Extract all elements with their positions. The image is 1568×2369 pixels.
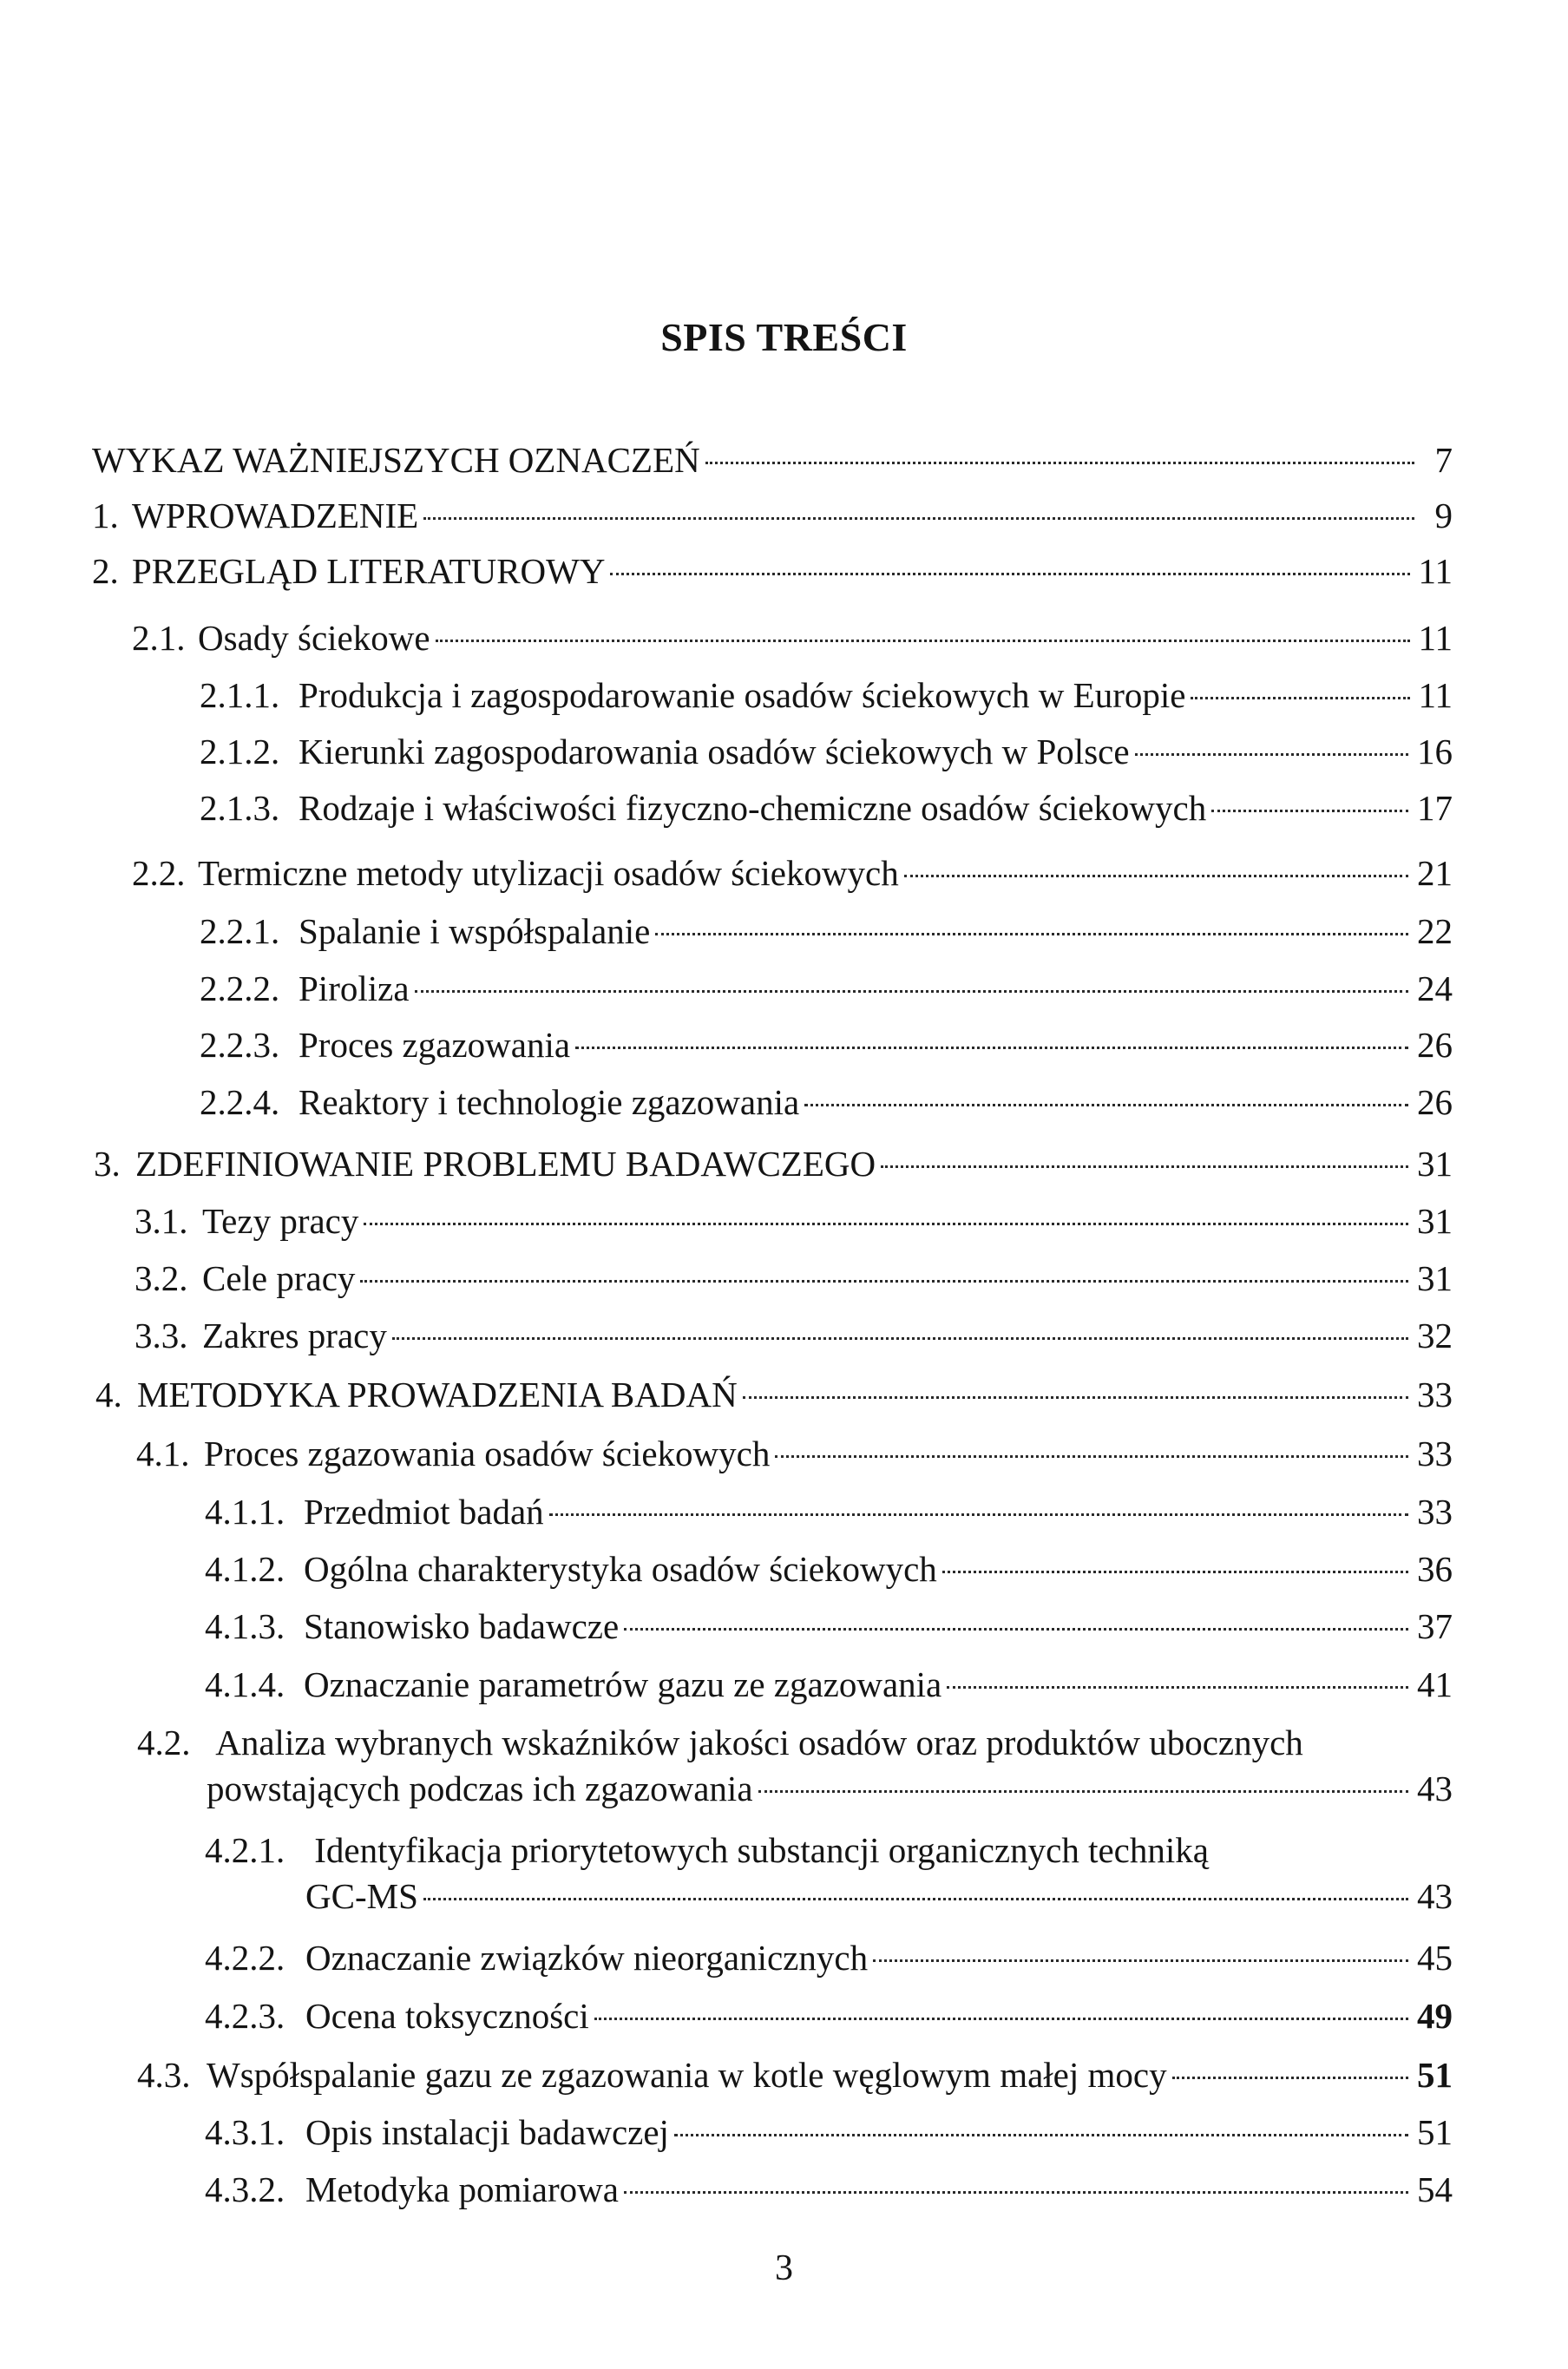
toc-entry	[200, 1023, 1453, 1066]
dot-leader	[947, 1686, 1408, 1689]
toc-entry-page: 31	[1417, 1258, 1453, 1298]
toc-entry-first-line	[205, 1826, 1453, 1874]
dot-leader	[360, 1280, 1408, 1283]
toc-entry	[132, 851, 1453, 895]
toc-entry-number: 4.1.4.	[205, 1664, 285, 1704]
toc-entry	[205, 2168, 1453, 2211]
toc-entry-number: 2.2.	[132, 853, 186, 893]
toc-entry-text: Oznaczanie parametrów gazu ze zgazowania	[304, 1664, 942, 1704]
toc-entry	[205, 1604, 1453, 1648]
toc-entry-number: 4.2.2.	[205, 1938, 285, 1978]
toc-entry	[200, 730, 1453, 773]
toc-entry-page: 51	[1417, 2055, 1453, 2095]
toc-entry-text: Metodyka pomiarowa	[305, 2169, 619, 2209]
toc-entry-number: 2.1.3.	[200, 788, 280, 828]
dot-leader	[1172, 2077, 1408, 2079]
toc-entry-page: 37	[1417, 1606, 1453, 1646]
toc-entry	[205, 1547, 1453, 1591]
dot-leader	[655, 933, 1408, 935]
toc-entry-text-continued: powstających podczas ich zgazowania	[207, 1769, 753, 1808]
toc-entry-number: 4.3.	[137, 2055, 191, 2095]
toc-entry-number: 4.1.2.	[205, 1549, 285, 1589]
toc-entry-number: 4.1.	[136, 1434, 190, 1473]
toc-entry-number: 4.2.3.	[205, 1996, 285, 2036]
dot-leader	[436, 640, 1410, 642]
toc-entry-number: 2.2.4.	[200, 1082, 280, 1122]
toc-entry	[132, 616, 1453, 660]
toc-entry-number: 2.2.2.	[200, 968, 280, 1008]
toc-entry-page: 43	[1417, 1876, 1453, 1916]
toc-entry-number: 4.2.1.	[205, 1830, 285, 1870]
toc-entry-page: 24	[1417, 968, 1453, 1008]
dot-leader	[743, 1396, 1408, 1399]
dot-leader	[624, 2191, 1408, 2194]
toc-entry	[205, 1936, 1453, 1979]
toc-entry	[205, 1490, 1453, 1533]
toc-entry-text: Przedmiot badań	[304, 1492, 544, 1532]
toc-entry-page: 49	[1417, 1996, 1453, 2036]
dot-leader	[881, 1165, 1408, 1168]
toc-entry-text: Ocena toksyczności	[305, 1996, 589, 2036]
dot-leader	[575, 1047, 1408, 1049]
toc-entry	[134, 1314, 1453, 1357]
toc-entry-page: 51	[1417, 2112, 1453, 2152]
toc-entry-text: Oznaczanie związków nieorganicznych	[305, 1938, 869, 1978]
toc-entry-text: Tezy pracy	[202, 1201, 359, 1241]
dot-leader	[1211, 810, 1408, 812]
dot-leader	[705, 462, 1414, 464]
toc-entry-text: Zakres pracy	[202, 1316, 387, 1355]
toc-entry-text: Osady ściekowe	[198, 618, 430, 658]
toc-entry-first-line	[137, 1718, 1453, 1767]
toc-entry	[200, 967, 1453, 1010]
toc-entry-number: 3.3.	[134, 1316, 188, 1355]
toc-entry-text: Kierunki zagospodarowania osadów ściekowych w Polsce	[299, 732, 1130, 771]
toc-entry-text: Cele pracy	[202, 1258, 356, 1298]
toc-entry-page: 9	[1434, 495, 1453, 535]
toc-entry-page: 11	[1418, 551, 1453, 591]
dot-leader	[392, 1337, 1408, 1340]
dot-leader	[1135, 753, 1408, 756]
dot-leader	[423, 517, 1414, 520]
toc-entry	[200, 673, 1453, 717]
toc-entry-text: Identyfikacja priorytetowych substancji organicznych techniką	[314, 1830, 1209, 1870]
toc-entry-text: METODYKA PROWADZENIA BADAŃ	[137, 1375, 738, 1414]
toc-entry-page: 54	[1417, 2169, 1453, 2209]
dot-leader	[423, 1898, 1408, 1900]
dot-leader	[624, 1628, 1408, 1631]
toc-entry-text: Ogólna charakterystyka osadów ściekowych	[304, 1549, 937, 1589]
dot-leader	[758, 1790, 1408, 1793]
toc-entry	[205, 2110, 1453, 2154]
toc-entry-number: 2.	[92, 551, 119, 591]
toc-entry	[92, 494, 1453, 537]
toc-entry-number: 2.1.	[132, 618, 186, 658]
toc-entry-page: 33	[1417, 1375, 1453, 1414]
toc-entry-page: 7	[1434, 440, 1453, 480]
toc-entry-number: 2.1.2.	[200, 732, 280, 771]
dot-leader	[674, 2134, 1408, 2136]
toc-entry-text: Spalanie i współspalanie	[299, 911, 651, 951]
toc-entry	[200, 786, 1453, 830]
dot-leader	[594, 2018, 1408, 2020]
toc-entry-page: 17	[1417, 788, 1453, 828]
toc-entry-page: 32	[1417, 1316, 1453, 1355]
toc-entry	[200, 1080, 1453, 1124]
toc-entry-page: 31	[1417, 1144, 1453, 1184]
toc-entry-number: 4.2.	[137, 1723, 191, 1762]
toc-entry-text: Współspalanie gazu ze zgazowania w kotle węglowym małej mocy	[207, 2055, 1167, 2095]
toc-entry	[137, 2053, 1453, 2097]
toc-entry-page: 36	[1417, 1549, 1453, 1589]
toc-entry	[205, 1994, 1453, 2038]
toc-entry-number: 3.2.	[134, 1258, 188, 1298]
toc-entry	[200, 909, 1453, 953]
toc-entry-number: 4.1.1.	[205, 1492, 285, 1532]
toc-entry-page: 26	[1417, 1082, 1453, 1122]
toc-entry-number: 3.1.	[134, 1201, 188, 1241]
toc-entry-text: Proces zgazowania	[299, 1025, 571, 1065]
dot-leader	[610, 573, 1409, 575]
toc-entry-number: 3.	[94, 1144, 121, 1184]
toc-entry-text: Piroliza	[299, 968, 410, 1008]
toc-entry-text: PRZEGLĄD LITERATUROWY	[132, 551, 606, 591]
toc-entry-text: Produkcja i zagospodarowanie osadów ściekowych w Europie	[299, 675, 1186, 715]
dot-leader	[364, 1223, 1408, 1225]
page-number: 3	[775, 2248, 793, 2288]
toc-entry-page: 16	[1417, 732, 1453, 771]
toc-entry-page: 26	[1417, 1025, 1453, 1065]
page-title: SPIS TREŚCI	[660, 315, 908, 359]
toc-entry	[205, 1826, 1453, 1918]
toc-entry-page: 33	[1417, 1492, 1453, 1532]
toc-entry-number: 4.3.1.	[205, 2112, 285, 2152]
dot-leader	[904, 875, 1408, 877]
toc-entry-number: 2.1.1.	[200, 675, 280, 715]
toc-entry-text: Rodzaje i właściwości fizyczno-chemiczne osadów ściekowych	[299, 788, 1207, 828]
toc-entry-page: 11	[1418, 675, 1453, 715]
toc-entry	[92, 549, 1453, 593]
dot-leader	[549, 1513, 1408, 1516]
toc-entry-number: 2.2.1.	[200, 911, 280, 951]
toc-entry	[137, 1718, 1453, 1810]
dot-leader	[804, 1104, 1408, 1106]
toc-entry-number: 4.1.3.	[205, 1606, 285, 1646]
toc-entry-text: WYKAZ WAŻNIEJSZYCH OZNACZEŃ	[92, 440, 700, 480]
toc-entry-page: 22	[1417, 911, 1453, 951]
toc-entry-number: 2.2.3.	[200, 1025, 280, 1065]
toc-entry-text-continued: GC-MS	[305, 1876, 418, 1916]
dot-leader	[942, 1571, 1408, 1573]
dot-leader	[415, 990, 1408, 993]
toc-entry	[205, 1663, 1453, 1706]
toc-entry	[134, 1257, 1453, 1300]
toc-entry	[95, 1373, 1453, 1416]
toc-entry-text: Analiza wybranych wskaźników jakości osadów oraz produktów ubocznych	[215, 1723, 1303, 1762]
toc-entry-text: Termiczne metody utylizacji osadów ściekowych	[198, 853, 899, 893]
toc-entry-text: Stanowisko badawcze	[304, 1606, 620, 1646]
dot-leader	[873, 1959, 1408, 1962]
toc-entry-page: 41	[1417, 1664, 1453, 1704]
toc-entry	[134, 1199, 1453, 1243]
toc-entry-page: 45	[1417, 1938, 1453, 1978]
toc-entry-page: 31	[1417, 1201, 1453, 1241]
toc-entry-text: Opis instalacji badawczej	[305, 2112, 669, 2152]
toc-entry-text: Proces zgazowania osadów ściekowych	[204, 1434, 771, 1473]
toc-entry	[92, 438, 1453, 482]
toc-entry-number: 4.	[95, 1375, 122, 1414]
toc-entry-text: Reaktory i technologie zgazowania	[299, 1082, 800, 1122]
dot-leader	[1191, 697, 1409, 699]
toc-entry	[94, 1142, 1453, 1185]
toc-entry-page: 21	[1417, 853, 1453, 893]
dot-leader	[775, 1455, 1408, 1458]
toc-entry-page: 11	[1418, 618, 1453, 658]
toc-entry-text: ZDEFINIOWANIE PROBLEMU BADAWCZEGO	[135, 1144, 876, 1184]
toc-entry	[136, 1432, 1453, 1475]
toc-entry-page: 33	[1417, 1434, 1453, 1473]
toc-entry-page: 43	[1417, 1769, 1453, 1808]
toc-entry-number: 4.3.2.	[205, 2169, 285, 2209]
toc-entry-text: WPROWADZENIE	[132, 495, 419, 535]
toc-entry-number: 1.	[92, 495, 119, 535]
